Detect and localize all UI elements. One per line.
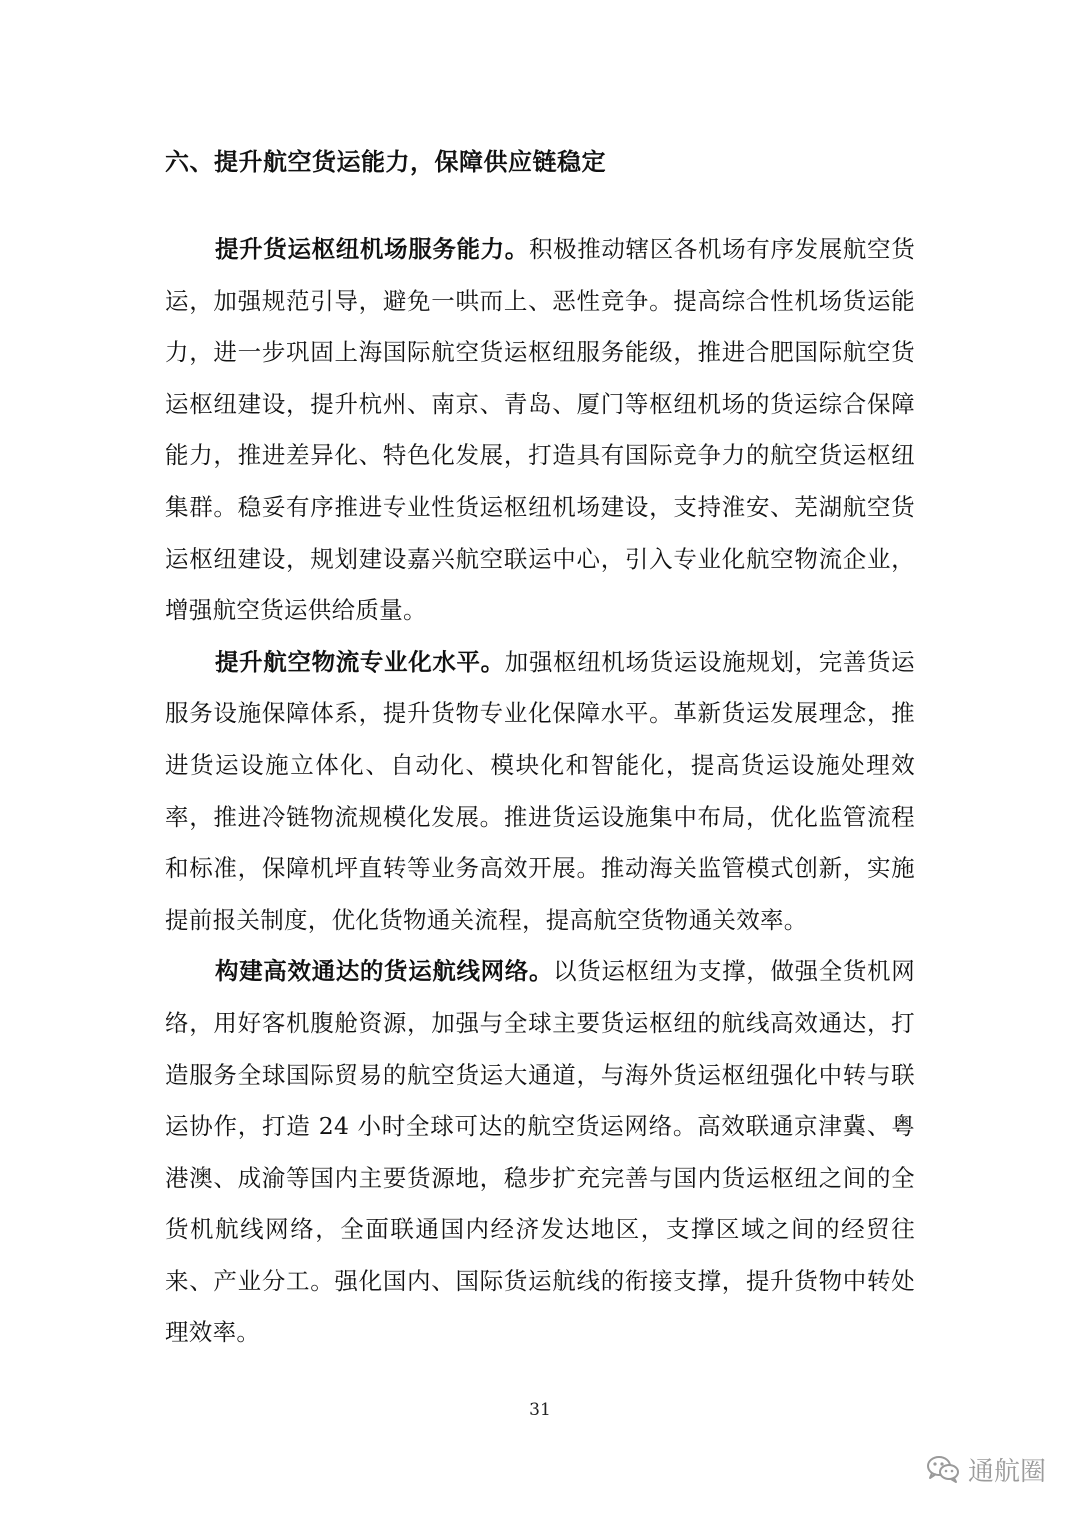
page-number: 31: [529, 1400, 551, 1420]
paragraph-lead: 构建高效通达的货运航线网络。: [215, 957, 554, 986]
watermark-text: 通航圈: [967, 1456, 1046, 1487]
paragraph-route-network: [165, 946, 915, 1359]
paragraph-cargo-hub: [165, 224, 915, 637]
wechat-icon: [926, 1454, 960, 1484]
body-text: [165, 224, 915, 1359]
section-heading: 六、提升航空货运能力，保障供应链稳定: [165, 148, 606, 176]
paragraph-lead: 提升货运枢纽机场服务能力。: [215, 235, 529, 263]
paragraph-lead: 提升航空物流专业化水平。: [215, 647, 505, 676]
paragraph-text: 积极推动辖区各机场有序发展航空货运，加强规范引导，避免一哄而上、恶性竞争。提高综合性机场货运能力，进一步巩固上海国际航空货运枢纽服务能级，推进合肥国际航空货运枢纽建设，提升杭州、南京、青岛、厦门等枢纽机场的货运综合保障能力，推进差异化、特色化发展，打造具有国际竞争力的航空货运枢纽集群。稳妥有序推进专业性货运枢纽机场建设，支持淮安、芜湖航空货运枢纽建设，规划建设嘉兴航空联运中心，引入专业化航空物流企业，增强航空货运供给质量。: [165, 235, 915, 625]
paragraph-text: 加强枢纽机场货运设施规划，完善货运服务设施保障体系，提升货物专业化保障水平。革新货运发展理念，推进货运设施立体化、自动化、模块化和智能化，提高货运设施处理效率，推进冷链物流规模化发展。推进货运设施集中布局，优化监管流程和标准，保障机坪直转等业务高效开展。推动海关监管模式创新，实施提前报关制度，优化货物通关流程，提高航空货物通关效率。: [165, 647, 915, 934]
paragraph-text: 以货运枢纽为支撑，做强全货机网络，用好客机腹舱资源，加强与全球主要货运枢纽的航线高效通达，打造服务全球国际贸易的航空货运大通道，与海外货运枢纽强化中转与联运协作，打造 24 小时全球可达的航空货运网络。高效联通京津冀、粤港澳、成渝等国内主要货源地，稳步扩充完善与国内货运枢纽之间的全货机航线网络，全面联通国内经济发达地区，支撑区域之间的经贸往来、产业分工。强化国内、国际货运航线的衔接支撑，提升货物中转处理效率。: [165, 957, 916, 1347]
paragraph-logistics: [165, 637, 915, 947]
watermark: [926, 1449, 1046, 1489]
